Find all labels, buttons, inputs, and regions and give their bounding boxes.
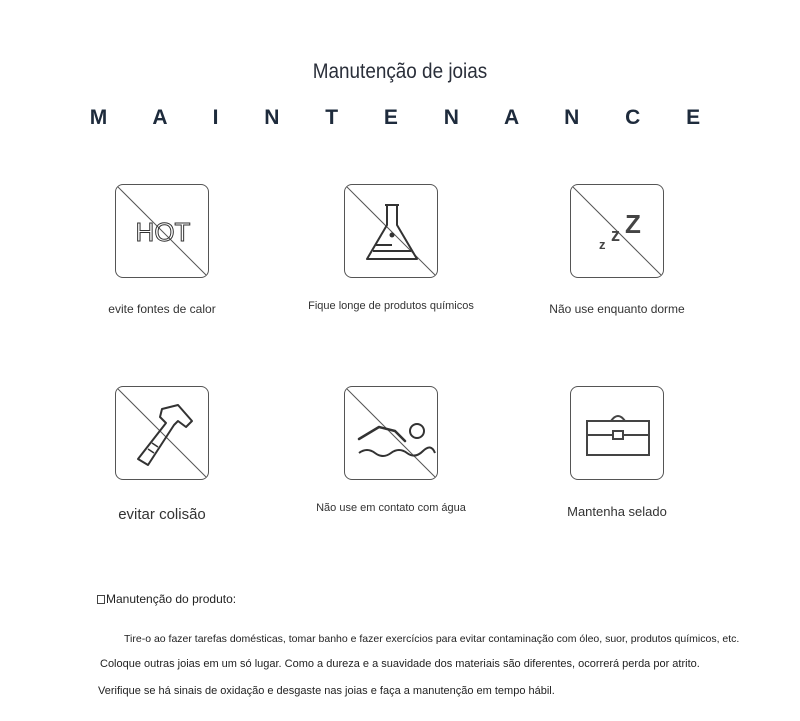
svg-text:z: z [599,237,606,252]
box-icon [570,386,664,480]
bullet-icon [97,595,105,604]
svg-text:Z: Z [625,209,641,239]
card-label: Não use em contato com água [316,502,466,514]
svg-text:z: z [611,225,620,245]
sleep-icon [570,184,664,278]
card-label: Mantenha selado [567,504,667,519]
care-card-sleep [527,184,707,316]
care-card-heat [72,184,252,316]
care-card-chemicals [301,184,481,312]
care-card-sealed [527,386,707,519]
swimmer-icon [344,386,438,480]
card-label: Não use enquanto dorme [549,302,685,316]
care-card-collision [72,386,252,523]
hot-text: HOT [135,217,191,247]
hammer-icon [115,386,209,480]
card-label: evitar colisão [118,506,206,523]
care-line-1: Tire-o ao fazer tarefas domésticas, tomar banho e fazer exercícios para evitar contaminação com óleo, suor, produtos químicos, etc. [124,633,740,645]
page-subtitle: M A I N T E N A N C E [89,106,721,129]
care-line-3: Verifique se há sinais de oxidação e desgaste nas joias e faça a manutenção em tempo hábil. [98,685,555,697]
care-line-2: Coloque outras joias em um só lugar. Como a dureza e a suavidade dos materiais são diferentes, ocorrerá perda por atrito. [100,658,700,670]
page-title: Manutenção de joias [312,60,488,83]
card-label: evite fontes de calor [108,302,216,316]
care-card-water [301,386,481,514]
product-care-heading: Manutenção do produto: [97,592,236,606]
card-label: Fique longe de produtos químicos [308,300,474,312]
hot-icon [115,184,209,278]
flask-icon [344,184,438,278]
